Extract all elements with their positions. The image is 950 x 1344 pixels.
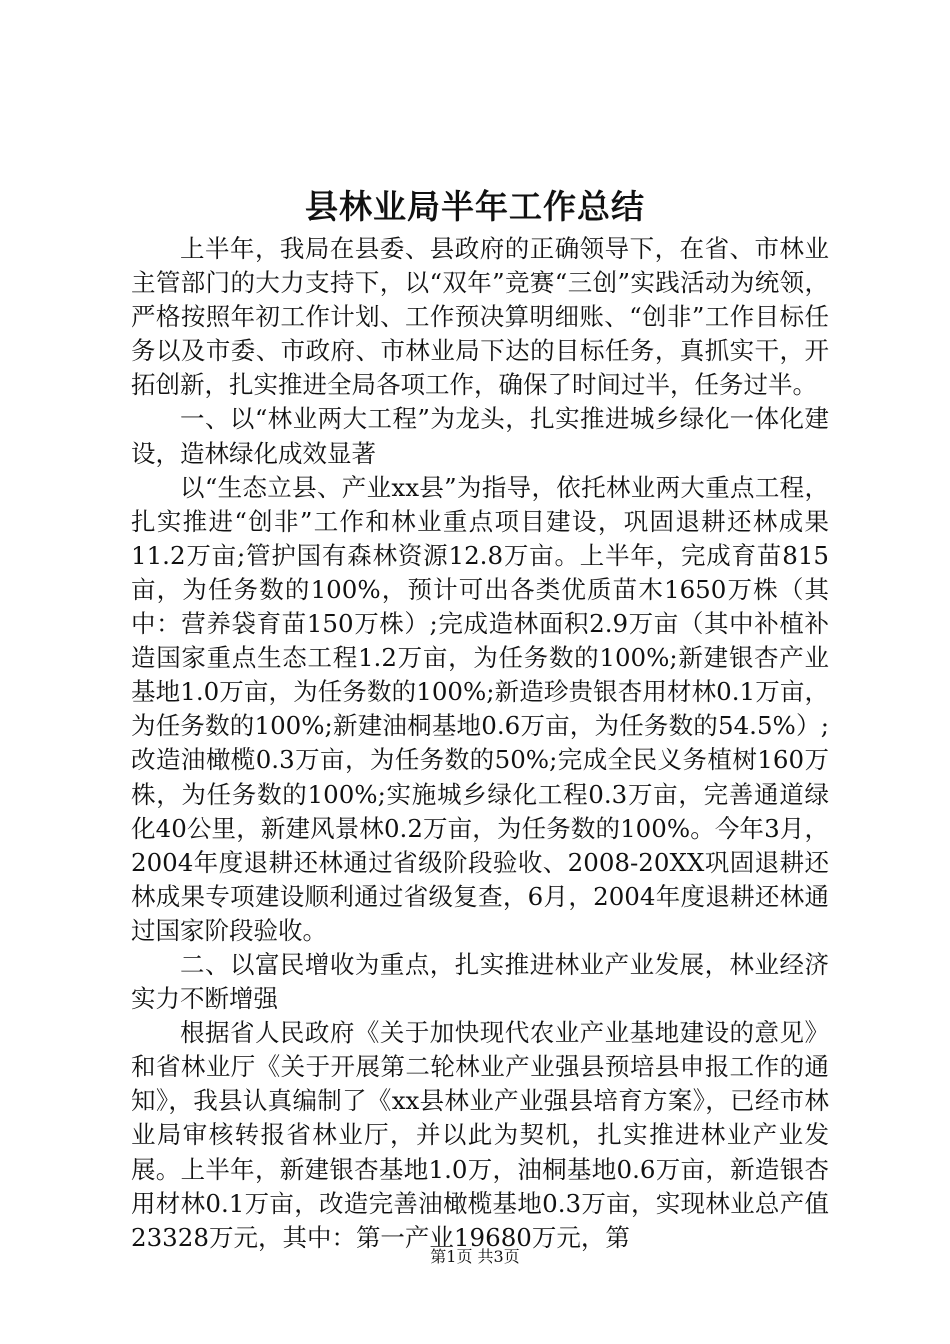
page-number-footer: 第1页 共3页 [430,1247,520,1266]
intro-paragraph: 上半年，我局在县委、县政府的正确领导下，在省、市林业主管部门的大力支持下，以“双年”竞赛“三创”实践活动为统领，严格按照年初工作计划、工作预决算明细账、“创非”工作目标任务以及市委、市政府、市林业局下达的目标任务，真抓实干，开拓创新，扎实推进全局各项工作，确保了时间过半，任务过半。 [131,234,829,400]
document-body [131,232,829,1255]
section-1-paragraph: 以“生态立县、产业xx县”为指导，依托林业两大重点工程，扎实推进“创非”工作和林业重点项目建设，巩固退耕还林成果11.2万亩;管护国有森林资源12.8万亩。上半年，完成育苗815亩，为任务数的100%，预计可出各类优质苗木1650万株（其中：营养袋育苗150万株）;完成造林面积2.9万亩（其中补植补造国家重点生态工程1.2万亩，为任务数的100%;新建银杏产业基地1.0万亩，为任务数的100%;新造珍贵银杏用材林0.1万亩，为任务数的100%;新建油桐基地0.6万亩，为任务数的54.5%）;改造油橄榄0.3万亩，为任务数的50%;完成全民义务植树160万株，为任务数的100%;实施城乡绿化工程0.3万亩，完善通道绿化40公里，新建风景林0.2万亩，为任务数的100%。今年3月，2004年度退耕还林通过省级阶段验收、2008-20XX巩固退耕还林成果专项建设顺利通过省级复查，6月，2004年度退耕还林通过国家阶段验收。 [131,472,829,945]
section-2-paragraph: 根据省人民政府《关于加快现代农业产业基地建设的意见》和省林业厅《关于开展第二轮林业产业强县预培县申报工作的通知》，我县认真编制了《xx县林业产业强县培育方案》，已经市林业局审核转报省林业厅，并以此为契机，扎实推进林业产业发展。上半年，新建银杏基地1.0万，油桐基地0.6万亩，新造银杏用材林0.1万亩，改造完善油橄榄基地0.3万亩，实现林业总产值23328万元，其中：第一产业19680万元，第 [131,1018,829,1252]
section-heading-2: 二、以富民增收为重点，扎实推进林业产业发展，林业经济实力不断增强 [131,949,829,1014]
section-heading-1: 一、以“林业两大工程”为龙头，扎实推进城乡绿化一体化建设，造林绿化成效显著 [131,404,829,468]
document-title: 县林业局半年工作总结 [305,187,645,226]
